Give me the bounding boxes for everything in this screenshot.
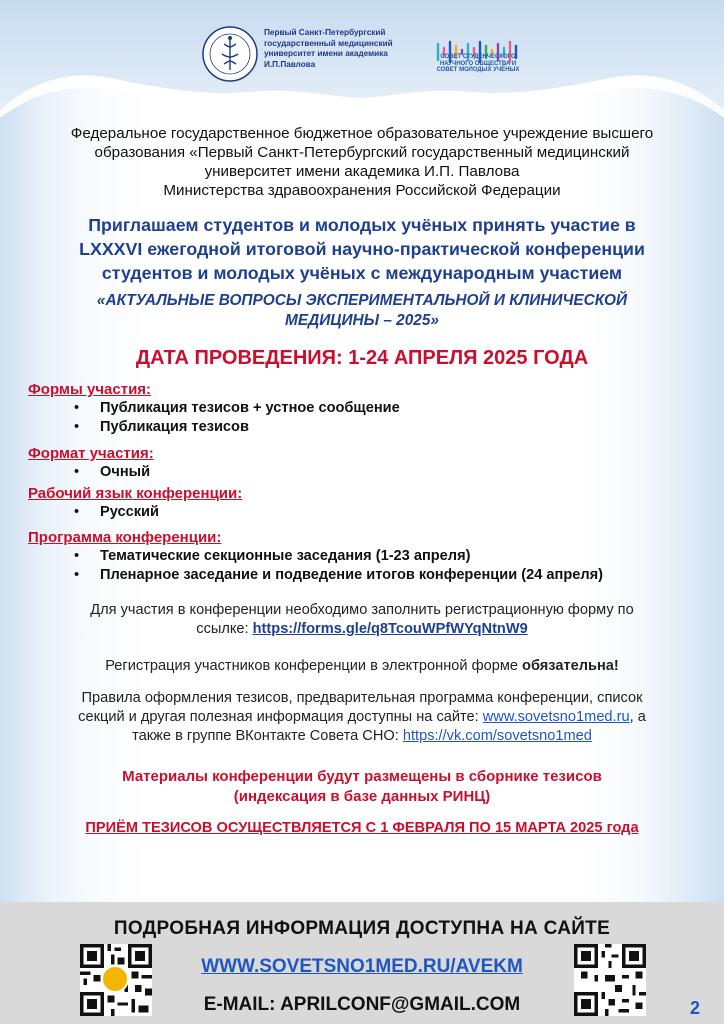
sno-logo-text: СОВЕТ СТУДЕНЧЕСКОГО НАУЧНОГО ОБЩЕСТВА И СОВЕТ МОЛОДЫХ УЧЁНЫХ — [436, 54, 520, 74]
footer-site-link[interactable]: WWW.SOVETSNO1MED.RU/AVEKM — [201, 956, 523, 977]
section-heading: Формы участия: — [28, 381, 152, 398]
section-forms — [28, 380, 708, 437]
list-item: • Публикация тезисов + устное сообщение — [28, 399, 708, 418]
rules-vk-prefix: также в группе ВКонтакте Совета СНО: — [132, 728, 403, 744]
materials-line: (индексация в базе данных РИНЦ) — [233, 788, 491, 805]
list-item: • Пленарное заседание и подведение итогов конференции (24 апреля) — [28, 566, 708, 585]
mandatory-emphasis: обязательна! — [522, 658, 619, 674]
section-language — [28, 484, 708, 522]
header-logos — [0, 24, 724, 84]
mandatory-note — [24, 657, 700, 676]
section-heading: Рабочий язык конференции: — [28, 485, 243, 502]
list-item: • Тематические секционные заседания (1-23 апреля) — [28, 547, 708, 566]
intro-line: университет имени академика И.П. Павлова — [204, 163, 520, 180]
intro-line: образования «Первый Санкт-Петербургский государственный медицинский — [94, 144, 630, 161]
footer-title: ПОДРОБНАЯ ИНФОРМАЦИЯ ДОСТУПНА НА САЙТЕ — [113, 918, 611, 939]
rules-line — [24, 708, 700, 727]
mandatory-text: Регистрация участников конференции в электронной форме — [105, 658, 523, 674]
section-program — [28, 528, 708, 585]
intro-line: Федеральное государственное бюджетное образовательное учреждение высшего — [70, 125, 654, 142]
conference-title-line: МЕДИЦИНЫ – 2025» — [285, 312, 439, 329]
site-link[interactable]: www.sovetsno1med.ru — [482, 709, 630, 725]
registration-line: Для участия в конференции необходимо заполнить регистрационную форму по — [90, 602, 634, 618]
list-item: • Очный — [28, 463, 708, 482]
page-number: 2 — [690, 998, 701, 1018]
institution-intro — [24, 124, 700, 200]
university-name-logo: Первый Санкт-Петербургский государственный медицинский университет имени академика И.П.Павлова — [264, 28, 393, 69]
invite-line: LXXXVI ежегодной итоговой научно-практической конференции — [79, 239, 645, 259]
university-seal-icon — [200, 24, 260, 84]
invitation-heading — [20, 213, 704, 285]
rules-line: Правила оформления тезисов, предварительная программа конференции, список — [81, 690, 643, 706]
section-heading: Программа конференции: — [28, 529, 222, 546]
section-list — [28, 463, 708, 482]
registration-form-link[interactable]: https://forms.gle/q8TcouWPfWYqNtnW9 — [252, 621, 528, 637]
invite-line: студентов и молодых учёных с международным участием — [101, 263, 623, 283]
rules-suffix: , а — [629, 709, 646, 725]
deadline-note: ПРИЁМ ТЕЗИСОВ ОСУЩЕСТВЛЯЕТСЯ С 1 ФЕВРАЛЯ ПО 15 МАРТА 2025 года — [85, 820, 639, 836]
conference-title-line: «АКТУАЛЬНЫЕ ВОПРОСЫ ЭКСПЕРИМЕНТАЛЬНОЙ И КЛИНИЧЕСКОЙ — [96, 292, 628, 309]
invite-line: Приглашаем студентов и молодых учёных принять участие в — [88, 215, 636, 235]
registration-prefix: ссылке: — [196, 621, 253, 637]
list-item: • Публикация тезисов — [28, 418, 708, 437]
registration-paragraph — [24, 601, 700, 639]
section-format — [28, 444, 708, 482]
registration-line — [24, 620, 700, 639]
intro-line: Министерства здравоохранения Российской Федерации — [163, 182, 561, 199]
rules-line — [24, 727, 700, 746]
list-item: • Русский — [28, 503, 708, 522]
section-list — [28, 399, 708, 437]
conference-title — [40, 291, 684, 331]
footer-email[interactable]: E-MAIL: APRILCONF@GMAIL.COM — [203, 994, 521, 1015]
section-heading: Формат участия: — [28, 445, 154, 462]
materials-note — [24, 767, 700, 807]
vk-link[interactable]: https://vk.com/sovetsno1med — [402, 728, 592, 744]
materials-line: Материалы конференции будут размещены в сборнике тезисов — [122, 768, 602, 785]
rules-prefix: секций и другая полезная информация доступны на сайте: — [78, 709, 483, 725]
section-list — [28, 547, 708, 585]
section-list — [28, 503, 708, 522]
rules-paragraph — [24, 689, 700, 746]
conference-date: ДАТА ПРОВЕДЕНИЯ: 1-24 АПРЕЛЯ 2025 ГОДА — [135, 347, 589, 369]
